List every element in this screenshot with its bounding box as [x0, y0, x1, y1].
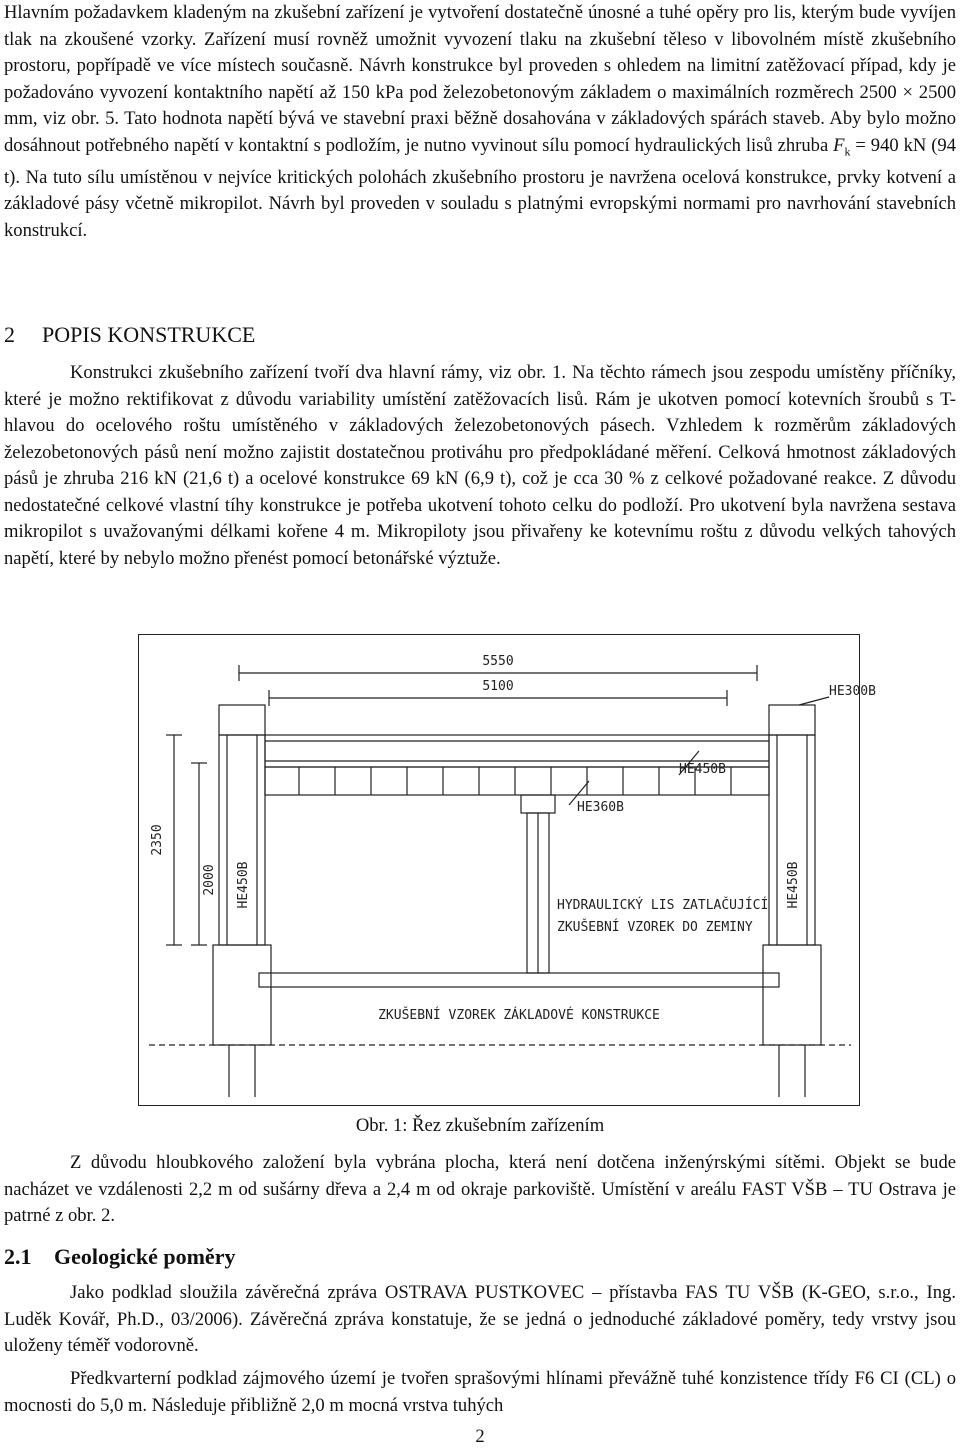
section-number: 2 [4, 322, 15, 347]
section-heading-2-1 [4, 1244, 235, 1270]
right-cap [769, 705, 815, 735]
right-column [769, 735, 815, 945]
paragraph-geology-layers: Předkvarterní podklad zájmového území je tvořen sprašovými hlínami převážně tuhé konzistence třídy F6 CI (CL) o mocnosti do 5,0 m. Následuje přibližně 2,0 m mocná vrstva tuhých [4, 1368, 956, 1416]
right-foundation [763, 945, 821, 1045]
force-symbol: F [833, 134, 845, 156]
force-subscript: k [844, 144, 851, 159]
specimen-plate [259, 973, 779, 987]
paragraph-geology-source: Jako podklad sloužila závěrečná zpráva OSTRAVA PUSTKOVEC – přístavba FAS TU VŠB (K-GEO, s.r.o., Ing. Luděk Kovář, Ph.D., 03/2006). Závěrečná zpráva konstatuje, že se jedná o jednoduché základové poměry, tedy vrstvy jsou uloženy téměř vodorovně. [4, 1282, 956, 1356]
label-he450b-left-column: HE450B [236, 861, 251, 909]
label-he450b-right-column: HE450B [786, 861, 801, 909]
label-press-line1: HYDRAULICKÝ LIS ZATLAČUJÍCÍ [557, 898, 769, 913]
label-he300b: HE300B [829, 684, 876, 699]
drawing-canvas [139, 635, 876, 1107]
paragraph-intro-text: Hlavním požadavkem kladeným na zkušební zařízení je vytvoření dostatečně únosné a tuhé opěry pro lis, kterým bude vyvíjen tlak na zkoušené vzorky. Zařízení musí rovněž umožnit vyvození tlaku na zkušební těleso v libovolném místě zkušebního prostoru, popřípadě ve více místech současně. Návrh konstrukce byl proveden s ohledem na limitní zatěžovací případ, kdy je požadováno vyvození kontaktního napětí až 150 kPa pod železobetonovým základem o maximálních rozměrech 2500 × 2500 mm, viz obr. 5. Tato hodnota napětí bývá ve stavební praxi běžně dosahována v základových spárách staveb. Aby bylo možno dosáhnout potřebného napětí v kontaktní s podložím, je nutno vyvinout sílu pomocí hydraulických lisů zhruba [4, 2, 956, 156]
label-specimen: ZKUŠEBNÍ VZOREK ZÁKLADOVÉ KONSTRUKCE [378, 1008, 660, 1023]
left-cap [219, 705, 265, 735]
press-head [521, 795, 555, 813]
label-he360b: HE360B [577, 800, 624, 815]
page-number: 2 [475, 1426, 485, 1447]
label-press-line2: ZKUŠEBNÍ VZOREK DO ZEMINY [557, 920, 753, 935]
paragraph-intro [4, 0, 956, 244]
left-column [219, 735, 265, 945]
figure-caption: Obr. 1: Řez zkušebním zařízením [355, 1115, 605, 1136]
figure-cross-section [138, 634, 876, 1106]
dim-label-height-total: 2350 [150, 824, 165, 856]
paragraph-intro-tail: = 940 kN (94 t). Na tuto sílu umístěnou v nejvíce kritických polohách zkušebního prostoru je navržena ocelová konstrukce, prvky kotvení a základové pásy včetně mikropilot. Návrh byl proveden v souladu s platnými evropskými normami pro navrhování stavebních konstrukcí. [4, 134, 957, 241]
dim-label-height-inner: 2000 [202, 864, 217, 896]
section-title: POPIS KONSTRUKCE [42, 322, 256, 347]
left-foundation [213, 945, 271, 1045]
paragraph-location: Z důvodu hloubkového založení byla vybrána plocha, která není dotčena inženýrskými sítěmi. Objekt se bude nacházet ve vzdálenosti 2,2 m od sušárny dřeva a 2,4 m od okraje parkoviště. Umístění v areálu FAST VŠB – TU Ostrava je patrné z obr. 2. [4, 1152, 956, 1226]
subsection-title: Geologické poměry [54, 1244, 236, 1269]
section-heading-2 [4, 322, 255, 348]
leader-he300b [799, 697, 829, 705]
label-he450b-beam: HE450B [679, 762, 726, 777]
paragraph-description: Konstrukci zkušebního zařízení tvoří dva hlavní rámy, viz obr. 1. Na těchto rámech jsou zespodu umístěny příčníky, které je možno rektifikovat z důvodu variability umístění zatěžovacích lisů. Rám je ukotven pomocí kotevních šroubů s T-hlavou do ocelového roštu umístěného v základových železobetonových pásech. Vzhledem k rozměrům základových železobetonových pásů není možno zajistit dostatečnou protiváhu pro předpokládané měření. Celková hmotnost základových pásů je zhruba 216 kN (21,6 t) a ocelové konstrukce 69 kN (6,9 t), což je cca 30 % z celkové požadované reakce. Z důvodu nedostatečné celkové vlastní tíhy konstrukce je potřeba ukotvení tohoto celku do podloží. Pro ukotvení byla navržena sestava mikropilot s uvažovanými délkami kořene 4 m. Mikropiloty jsou přivařeny ke kotevnímu roštu z důvodu velkých tahových napětí, které by nebylo možno přenést pomocí betonářské výztuže. [4, 362, 956, 569]
dim-label-inner: 5100 [482, 679, 514, 694]
dim-label-top: 5550 [482, 654, 514, 669]
subsection-number: 2.1 [4, 1244, 32, 1269]
